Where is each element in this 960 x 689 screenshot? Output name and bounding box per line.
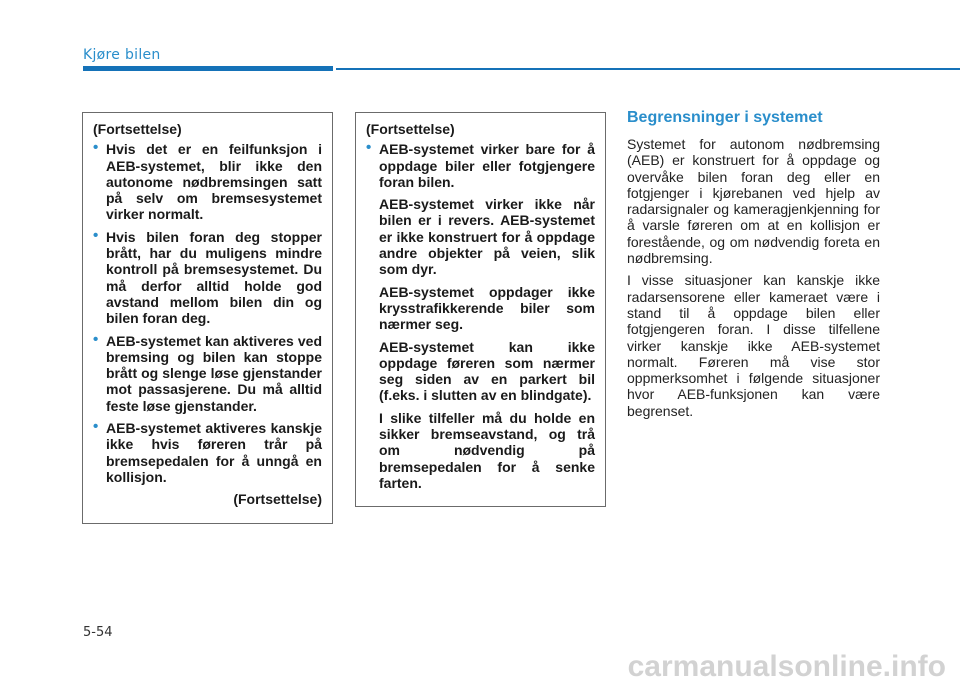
box-footer: (Fortsettelse) xyxy=(233,491,322,508)
header-rule-thin xyxy=(336,68,960,70)
watermark: carmanualsonline.info xyxy=(627,650,946,683)
page-number: 5-54 xyxy=(83,625,113,640)
list-item-text: Hvis det er en feilfunksjon i AEB-systemet, blir ikke den autonome nødbremsingen satt på selv om bremsesystemet virker normalt. xyxy=(106,141,322,223)
box-heading: (Fortsettelse) xyxy=(93,121,182,137)
list-item-text: AEB-systemet aktiveres kanskje ikke hvis føreren trår på bremsepedalen for å unngå en kollisjon. xyxy=(106,420,322,485)
warning-box-middle xyxy=(355,112,606,507)
limitations-title: Begrensninger i systemet xyxy=(627,109,823,126)
bullet-dot-icon: • xyxy=(93,226,99,244)
bullet-dot-icon: • xyxy=(366,139,372,157)
list-item xyxy=(93,420,322,485)
bullet-dot-icon: • xyxy=(93,418,99,436)
body-paragraph: Systemet for autonom nødbremsing (AEB) er konstruert for å oppdage og overvåke bilen foran deg eller en fotgjenger i kjørebanen ved hjelp av radarsignaler og kameragjenkjenning for å varsle føreren om at en kollisjon er forestående, og om nødvendig foreta en nødbremsing. xyxy=(627,136,880,267)
list-item xyxy=(366,141,595,190)
box-paragraph: I slike tilfeller må du holde en sikker bremseavstand, og trå om nødvendig på bremsepedalen for å senke farten. xyxy=(379,409,595,491)
list-item xyxy=(93,330,322,414)
list-item-text: Hvis bilen foran deg stopper brått, har du muligens mindre kontroll på bremsesystemet. Du må derfor alltid holde god avstand mellom bilen din og bilen foran deg. xyxy=(106,228,322,327)
limitations-section xyxy=(627,109,880,425)
section-title: Kjøre bilen xyxy=(83,47,161,63)
list-item xyxy=(93,226,322,327)
warning-box-left xyxy=(82,112,333,524)
box-paragraph: AEB-systemet virker ikke når bilen er i revers. AEB-systemet er ikke konstruert for å oppdage andre objekter på veien, slik som dyr. xyxy=(379,196,595,278)
box-heading: (Fortsettelse) xyxy=(366,121,455,137)
list-item-text: AEB-systemet virker bare for å oppdage biler eller fotgjengere foran bilen. xyxy=(379,141,595,190)
list-item xyxy=(93,141,322,222)
body-paragraph: I visse situasjoner kan kanskje ikke radarsensorene eller kameraet være i stand til å oppdage bilen eller fotgjengeren foran. I disse tilfellene virker kanskje ikke AEB-systemet normalt. Føreren må vise stor oppmerksomhet i følgende situasjoner hvor AEB-funksjonen kan være begrenset. xyxy=(627,272,880,419)
box-paragraph: AEB-systemet kan ikke oppdage føreren som nærmer seg siden av en parkert bil (f.eks. i slutten av en blindgate). xyxy=(379,338,595,404)
bullet-dot-icon: • xyxy=(93,330,99,348)
bullet-list xyxy=(93,141,322,485)
bullet-dot-icon: • xyxy=(93,139,99,157)
header-rule-thick xyxy=(83,66,333,71)
list-item-text: AEB-systemet kan aktiveres ved bremsing og bilen kan stoppe brått og slenge løse gjenstander mot passasjerene. Du må alltid feste løse gjenstander. xyxy=(106,332,322,414)
box-paragraph: AEB-systemet oppdager ikke krysstrafikkerende biler som nærmer seg. xyxy=(379,283,595,333)
bullet-list xyxy=(366,141,595,190)
